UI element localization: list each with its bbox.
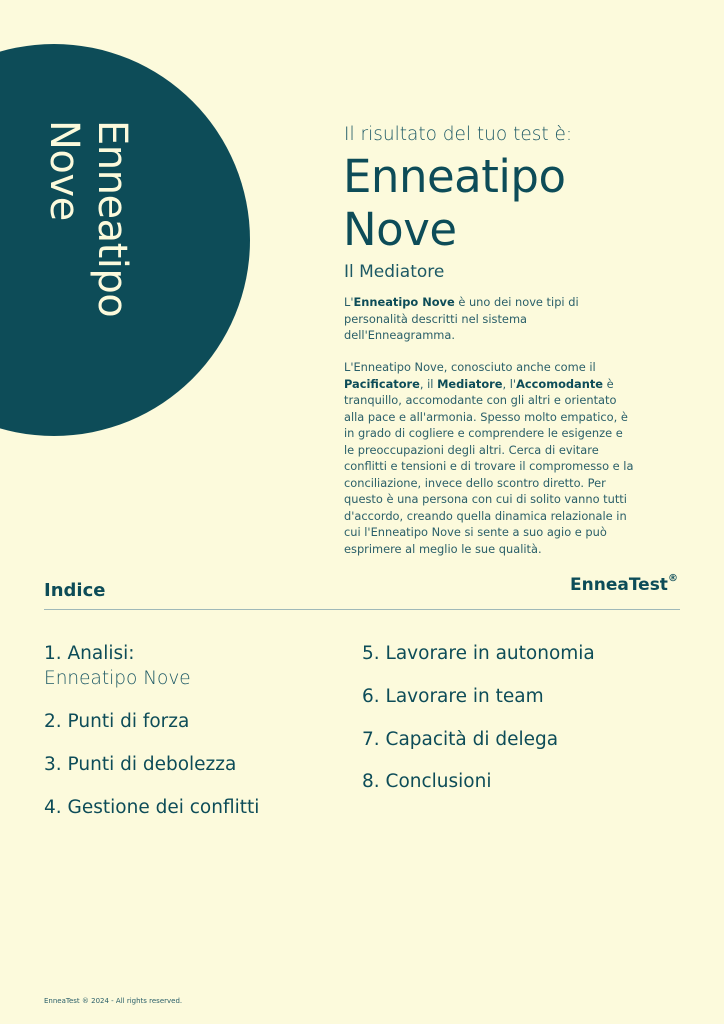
- toc-item-punti-di-debolezza[interactable]: 3. Punti di debolezza: [44, 754, 237, 775]
- result-title: [343, 150, 565, 256]
- toc-item-label: 1. Analisi:: [44, 643, 135, 664]
- toc-item-analisi[interactable]: [44, 643, 191, 689]
- result-title-line1: Enneatipo: [343, 150, 566, 203]
- toc-item-capacita-delega[interactable]: 7. Capacità di delega: [362, 729, 559, 750]
- toc-item-lavorare-team[interactable]: 6. Lavorare in team: [362, 686, 544, 707]
- result-subtitle: Il Mediatore: [344, 262, 445, 282]
- description-bold: Enneatipo Nove: [353, 295, 455, 309]
- description-paragraph-1: L'Enneatipo Nove è uno dei nove tipi di personalità descritti nel sistema dell'Enneagramma.: [344, 295, 579, 342]
- divider: [44, 609, 680, 610]
- enneatest-logo: EnneaTest®: [570, 573, 678, 595]
- toc-item-conclusioni[interactable]: 8. Conclusioni: [362, 771, 492, 792]
- footer-copyright: EnneaTest ® 2024 - All rights reserved.: [44, 997, 183, 1005]
- result-intro: Il risultato del tuo test è:: [344, 124, 573, 145]
- toc-item-sublabel: Enneatipo Nove: [44, 668, 191, 689]
- toc-item-lavorare-autonomia[interactable]: 5. Lavorare in autonomia: [362, 643, 595, 664]
- result-title-line2: Nove: [343, 203, 457, 256]
- description-paragraph-2: L'Enneatipo Nove, conosciuto anche come il Pacificatore, il Mediatore, l'Accomodante è tranquillo, accomodante con gli altri e orientato alla pace e all'armonia. Spesso molto empatico, è in grado di cogliere e comprendere le esigenze e le preoccupazioni degli altri. Cerca di evitare conflitti e tensioni e di trovare il compromesso e la conciliazione, invece dello scontro diretto. Per questo è una persona con cui di solito vanno tutti d'accordo, creando quella dinamica relazionale in cui l'Enneatipo Nove si sente a suo agio e può esprimere al meglio le sue qualità.: [344, 360, 634, 556]
- toc-item-punti-di-forza[interactable]: 2. Punti di forza: [44, 711, 190, 732]
- index-title: Indice: [44, 580, 106, 601]
- hero-circle-line2: Nove: [41, 120, 87, 221]
- hero-circle-line1: Enneatipo: [89, 120, 135, 318]
- hero-circle-title: [40, 120, 140, 365]
- toc-item-gestione-conflitti[interactable]: 4. Gestione dei conflitti: [44, 797, 260, 818]
